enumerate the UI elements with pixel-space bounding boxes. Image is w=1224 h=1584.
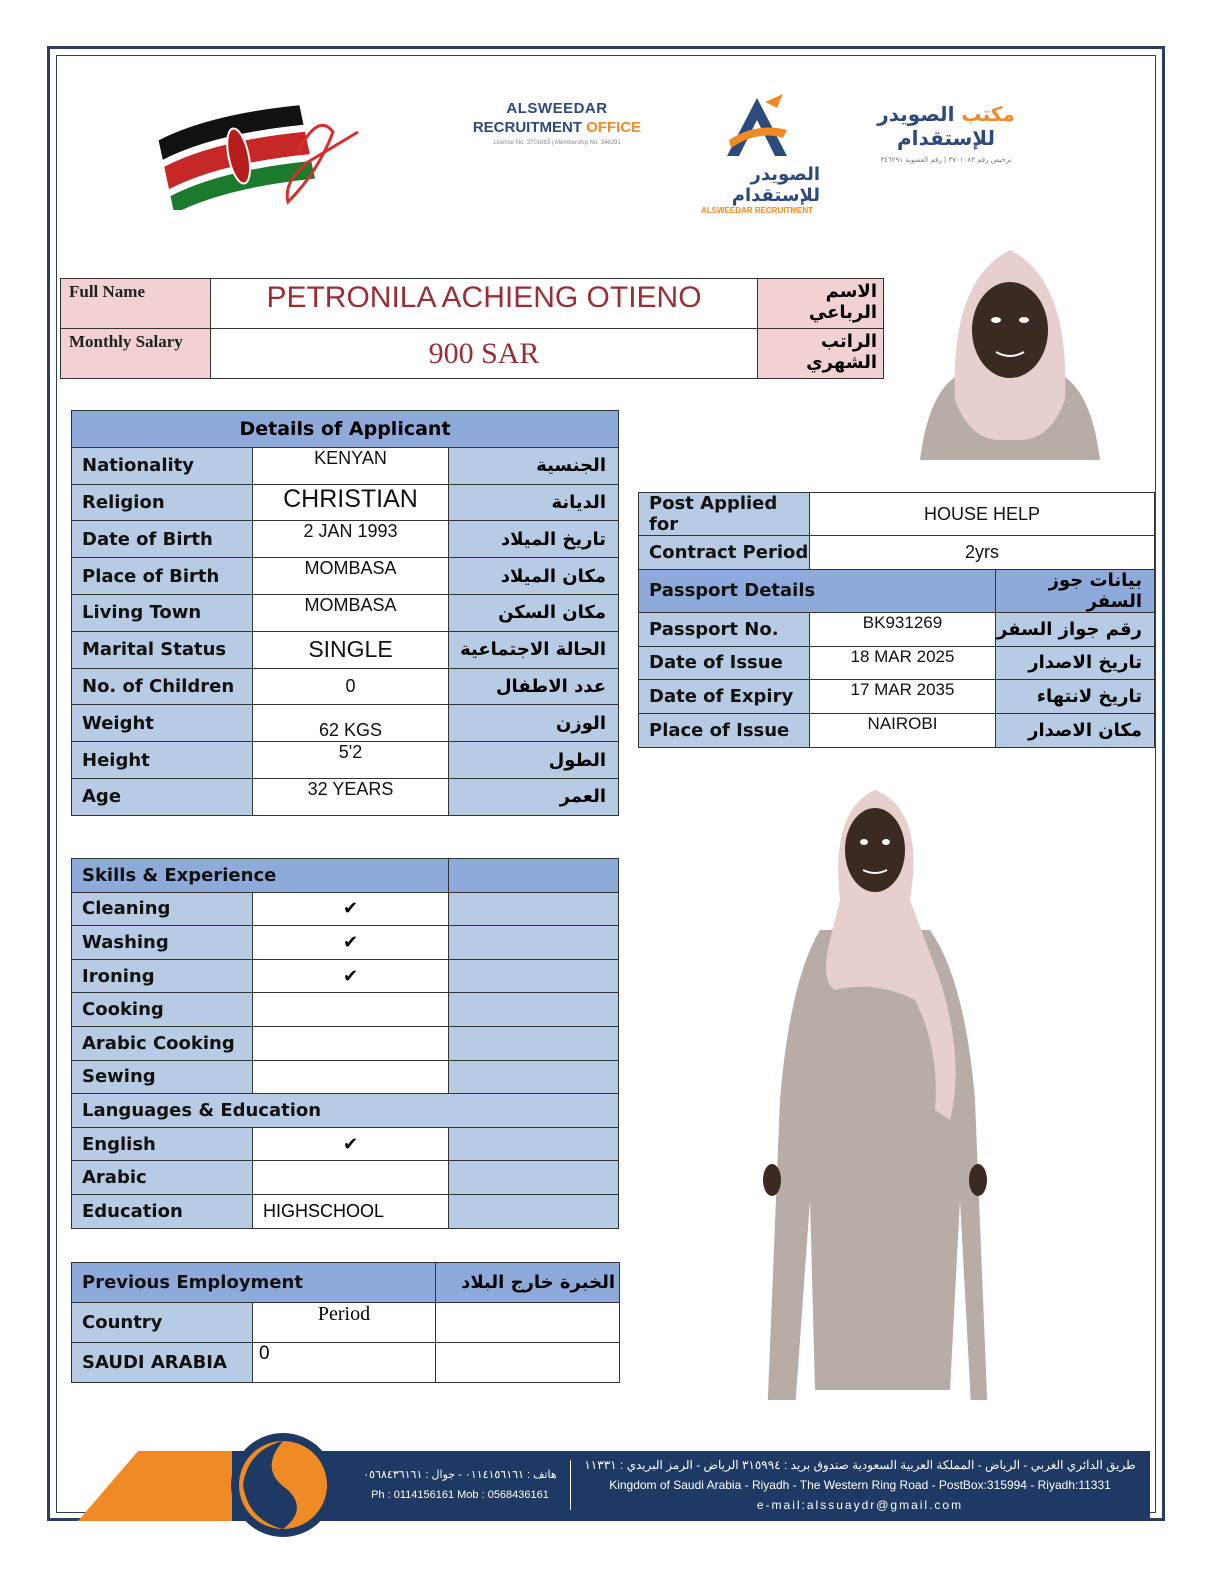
table-row: [639, 536, 1155, 570]
skills-header-blank: [449, 859, 619, 893]
row-label: No. of Children: [72, 668, 253, 705]
language-check: ✔: [253, 1127, 449, 1161]
table-row: [72, 778, 619, 815]
table-row: [72, 892, 619, 926]
row-value: SINGLE: [253, 631, 449, 668]
footer-address-arabic: طريق الدائري الغربي - الرياض - المملكة العربية السعودية صندوق بريد : ٣١٥٩٩٤ الرياض - الرمز البريدي : ١١٣٣١: [584, 1458, 1136, 1472]
previous-employment-table: [71, 1262, 620, 1383]
language-label: Arabic: [72, 1161, 253, 1195]
row-label: Living Town: [72, 594, 253, 631]
table-row: [639, 714, 1155, 748]
row-value: 32 YEARS: [253, 778, 449, 815]
country-value: SAUDI ARABIA: [72, 1343, 253, 1383]
blank-cell: [449, 926, 619, 960]
education-label: Education: [72, 1194, 253, 1228]
arabic-office-logo: [846, 102, 1046, 164]
previous-title-arabic: الخبرة خارج البلاد: [436, 1263, 620, 1303]
skill-label: Ironing: [72, 959, 253, 993]
blank-cell: [449, 892, 619, 926]
blank-cell: [449, 1194, 619, 1228]
details-title: Details of Applicant: [72, 411, 619, 448]
row-value: 62 KGS: [253, 705, 449, 742]
row-label: Place of Birth: [72, 558, 253, 595]
row-value: 2 JAN 1993: [253, 521, 449, 558]
blank-cell: [449, 1060, 619, 1094]
country-label: Country: [72, 1303, 253, 1343]
table-row: [72, 521, 619, 558]
details-table: [71, 410, 619, 816]
table-row: [639, 569, 1155, 612]
row-arabic: العمر: [449, 778, 619, 815]
skill-label: Sewing: [72, 1060, 253, 1094]
skill-check: ✔: [253, 959, 449, 993]
blank-cell: [449, 1127, 619, 1161]
row-arabic: مكان الاصدار: [996, 714, 1155, 748]
row-arabic: تاريخ الميلاد: [449, 521, 619, 558]
table-row: [72, 1343, 620, 1383]
full-name-value: PETRONILA ACHIENG OTIENO: [211, 279, 758, 329]
row-arabic: تاريخ لانتهاء: [996, 680, 1155, 714]
row-value: 0: [253, 668, 449, 705]
footer-address-english: Kingdom of Saudi Arabia - Riyadh - The Western Ring Road - PostBox:315994 - Riyadh:11331: [609, 1478, 1111, 1492]
row-value: MOMBASA: [253, 594, 449, 631]
row-arabic: تاريخ الاصدار: [996, 646, 1155, 680]
salary-arabic-label: الراتب الشهري: [758, 329, 884, 379]
row-value: KENYAN: [253, 447, 449, 484]
row-value: CHRISTIAN: [253, 484, 449, 521]
footer-phone-english: Ph : 0114156161 Mob : 0568436161: [371, 1489, 549, 1501]
skill-label: Cleaning: [72, 892, 253, 926]
post-label: Post Applied for: [639, 493, 810, 536]
row-value: 5'2: [253, 742, 449, 779]
table-row: [72, 926, 619, 960]
applicant-full-body-photo: [750, 780, 1000, 1400]
skill-label: Washing: [72, 926, 253, 960]
row-label: Place of Issue: [639, 714, 810, 748]
full-name-arabic-label: الاسم الرباعي: [758, 279, 884, 329]
skill-check: [253, 993, 449, 1027]
table-row: [639, 493, 1155, 536]
previous-title: Previous Employment: [72, 1263, 436, 1303]
table-row: [72, 1303, 620, 1343]
period-value: 0: [253, 1343, 436, 1383]
table-row: [72, 1026, 619, 1060]
footer-email[interactable]: e-mail:alssuaydr@gmail.com: [756, 1498, 964, 1512]
table-row: [72, 594, 619, 631]
table-row: [72, 1194, 619, 1228]
row-label: Passport No.: [639, 612, 810, 646]
table-row: [72, 558, 619, 595]
row-label: Height: [72, 742, 253, 779]
table-row: [72, 993, 619, 1027]
row-label: Nationality: [72, 447, 253, 484]
language-label: English: [72, 1127, 253, 1161]
office-logo-line2: RECRUITMENT OFFICE: [472, 119, 642, 136]
language-check: [253, 1161, 449, 1195]
a-letter-icon: [717, 92, 797, 160]
office-license: License No. 3701083 | Membership No. 346291: [493, 140, 621, 146]
blank-cell: [449, 993, 619, 1027]
footer-phones: [360, 1465, 560, 1505]
full-name-label: Full Name: [61, 279, 211, 329]
row-value: NAIROBI: [810, 714, 996, 748]
salary-value: 900 SAR: [211, 329, 758, 379]
skills-table: [71, 858, 619, 1229]
arabic-license: ترخيص رقم ٣٧٠١٠٨٣ | رقم العضوية ٣٤٦٢٩١: [880, 156, 1012, 164]
skill-label: Arabic Cooking: [72, 1026, 253, 1060]
blank-cell: [449, 1026, 619, 1060]
salary-label: Monthly Salary: [61, 329, 211, 379]
period-label: Period: [253, 1303, 436, 1343]
skills-title: Skills & Experience: [72, 859, 449, 893]
skill-check: [253, 1026, 449, 1060]
blank-cell: [449, 1161, 619, 1195]
skill-check: [253, 1060, 449, 1094]
row-label: Date of Issue: [639, 646, 810, 680]
table-row: [72, 668, 619, 705]
passport-section-arabic: بيانات جوز السفر: [996, 569, 1155, 612]
blank-cell: [436, 1303, 620, 1343]
table-row: [72, 1161, 619, 1195]
row-label: Weight: [72, 705, 253, 742]
skill-label: Cooking: [72, 993, 253, 1027]
table-row: [639, 646, 1155, 680]
table-row: [72, 705, 619, 742]
alsweedar-a-logo: [682, 92, 832, 215]
education-value: HIGHSCHOOL: [253, 1194, 449, 1228]
table-row: [72, 1127, 619, 1161]
blank-cell: [449, 959, 619, 993]
row-label: Age: [72, 778, 253, 815]
kenya-flag-logo: [158, 92, 368, 210]
post-value: HOUSE HELP: [810, 493, 1155, 536]
row-arabic: مكان الميلاد: [449, 558, 619, 595]
contract-label: Contract Period: [639, 536, 810, 570]
table-row: [72, 959, 619, 993]
row-arabic: رقم جواز السفر: [996, 612, 1155, 646]
row-arabic: مكان السكن: [449, 594, 619, 631]
footer-phone-arabic: هاتف : ٠١١٤١٥٦١٦١ - جوال : ٠٥٦٨٤٣٦١٦١: [363, 1469, 557, 1481]
alsweedar-office-logo: [462, 100, 652, 146]
row-label: Date of Birth: [72, 521, 253, 558]
row-label: Religion: [72, 484, 253, 521]
contract-value: 2yrs: [810, 536, 1155, 570]
row-label: Marital Status: [72, 631, 253, 668]
table-row: [639, 680, 1155, 714]
arabic-office-name: مكتب الصويدر للإستقدام: [877, 102, 1015, 150]
row-arabic: الحالة الاجتماعية: [449, 631, 619, 668]
table-row: [72, 631, 619, 668]
identity-table: [60, 278, 884, 379]
row-value: BK931269: [810, 612, 996, 646]
row-value: 17 MAR 2035: [810, 680, 996, 714]
passport-table: [638, 492, 1155, 748]
footer-divider: [570, 1460, 571, 1510]
a-logo-arabic: الصويدر للإستقدام: [731, 164, 820, 206]
passport-section-label: Passport Details: [639, 569, 996, 612]
office-logo-line1: ALSWEEDAR: [506, 100, 608, 117]
row-arabic: عدد الاطفال: [449, 668, 619, 705]
row-arabic: الديانة: [449, 484, 619, 521]
row-value: MOMBASA: [253, 558, 449, 595]
languages-title: Languages & Education: [72, 1094, 619, 1128]
footer-circle-logo: [228, 1430, 338, 1540]
table-row: [72, 447, 619, 484]
row-arabic: الوزن: [449, 705, 619, 742]
table-row: [72, 1060, 619, 1094]
row-value: 18 MAR 2025: [810, 646, 996, 680]
row-label: Date of Expiry: [639, 680, 810, 714]
applicant-headshot-photo: [900, 240, 1120, 460]
row-arabic: الجنسية: [449, 447, 619, 484]
table-row: [72, 742, 619, 779]
footer-address: [580, 1455, 1140, 1515]
skill-check: ✔: [253, 892, 449, 926]
row-arabic: الطول: [449, 742, 619, 779]
table-row: [72, 484, 619, 521]
skill-check: ✔: [253, 926, 449, 960]
table-row: [639, 612, 1155, 646]
blank-cell: [436, 1343, 620, 1383]
a-logo-english: ALSWEEDAR RECRUITMENT: [701, 206, 813, 215]
